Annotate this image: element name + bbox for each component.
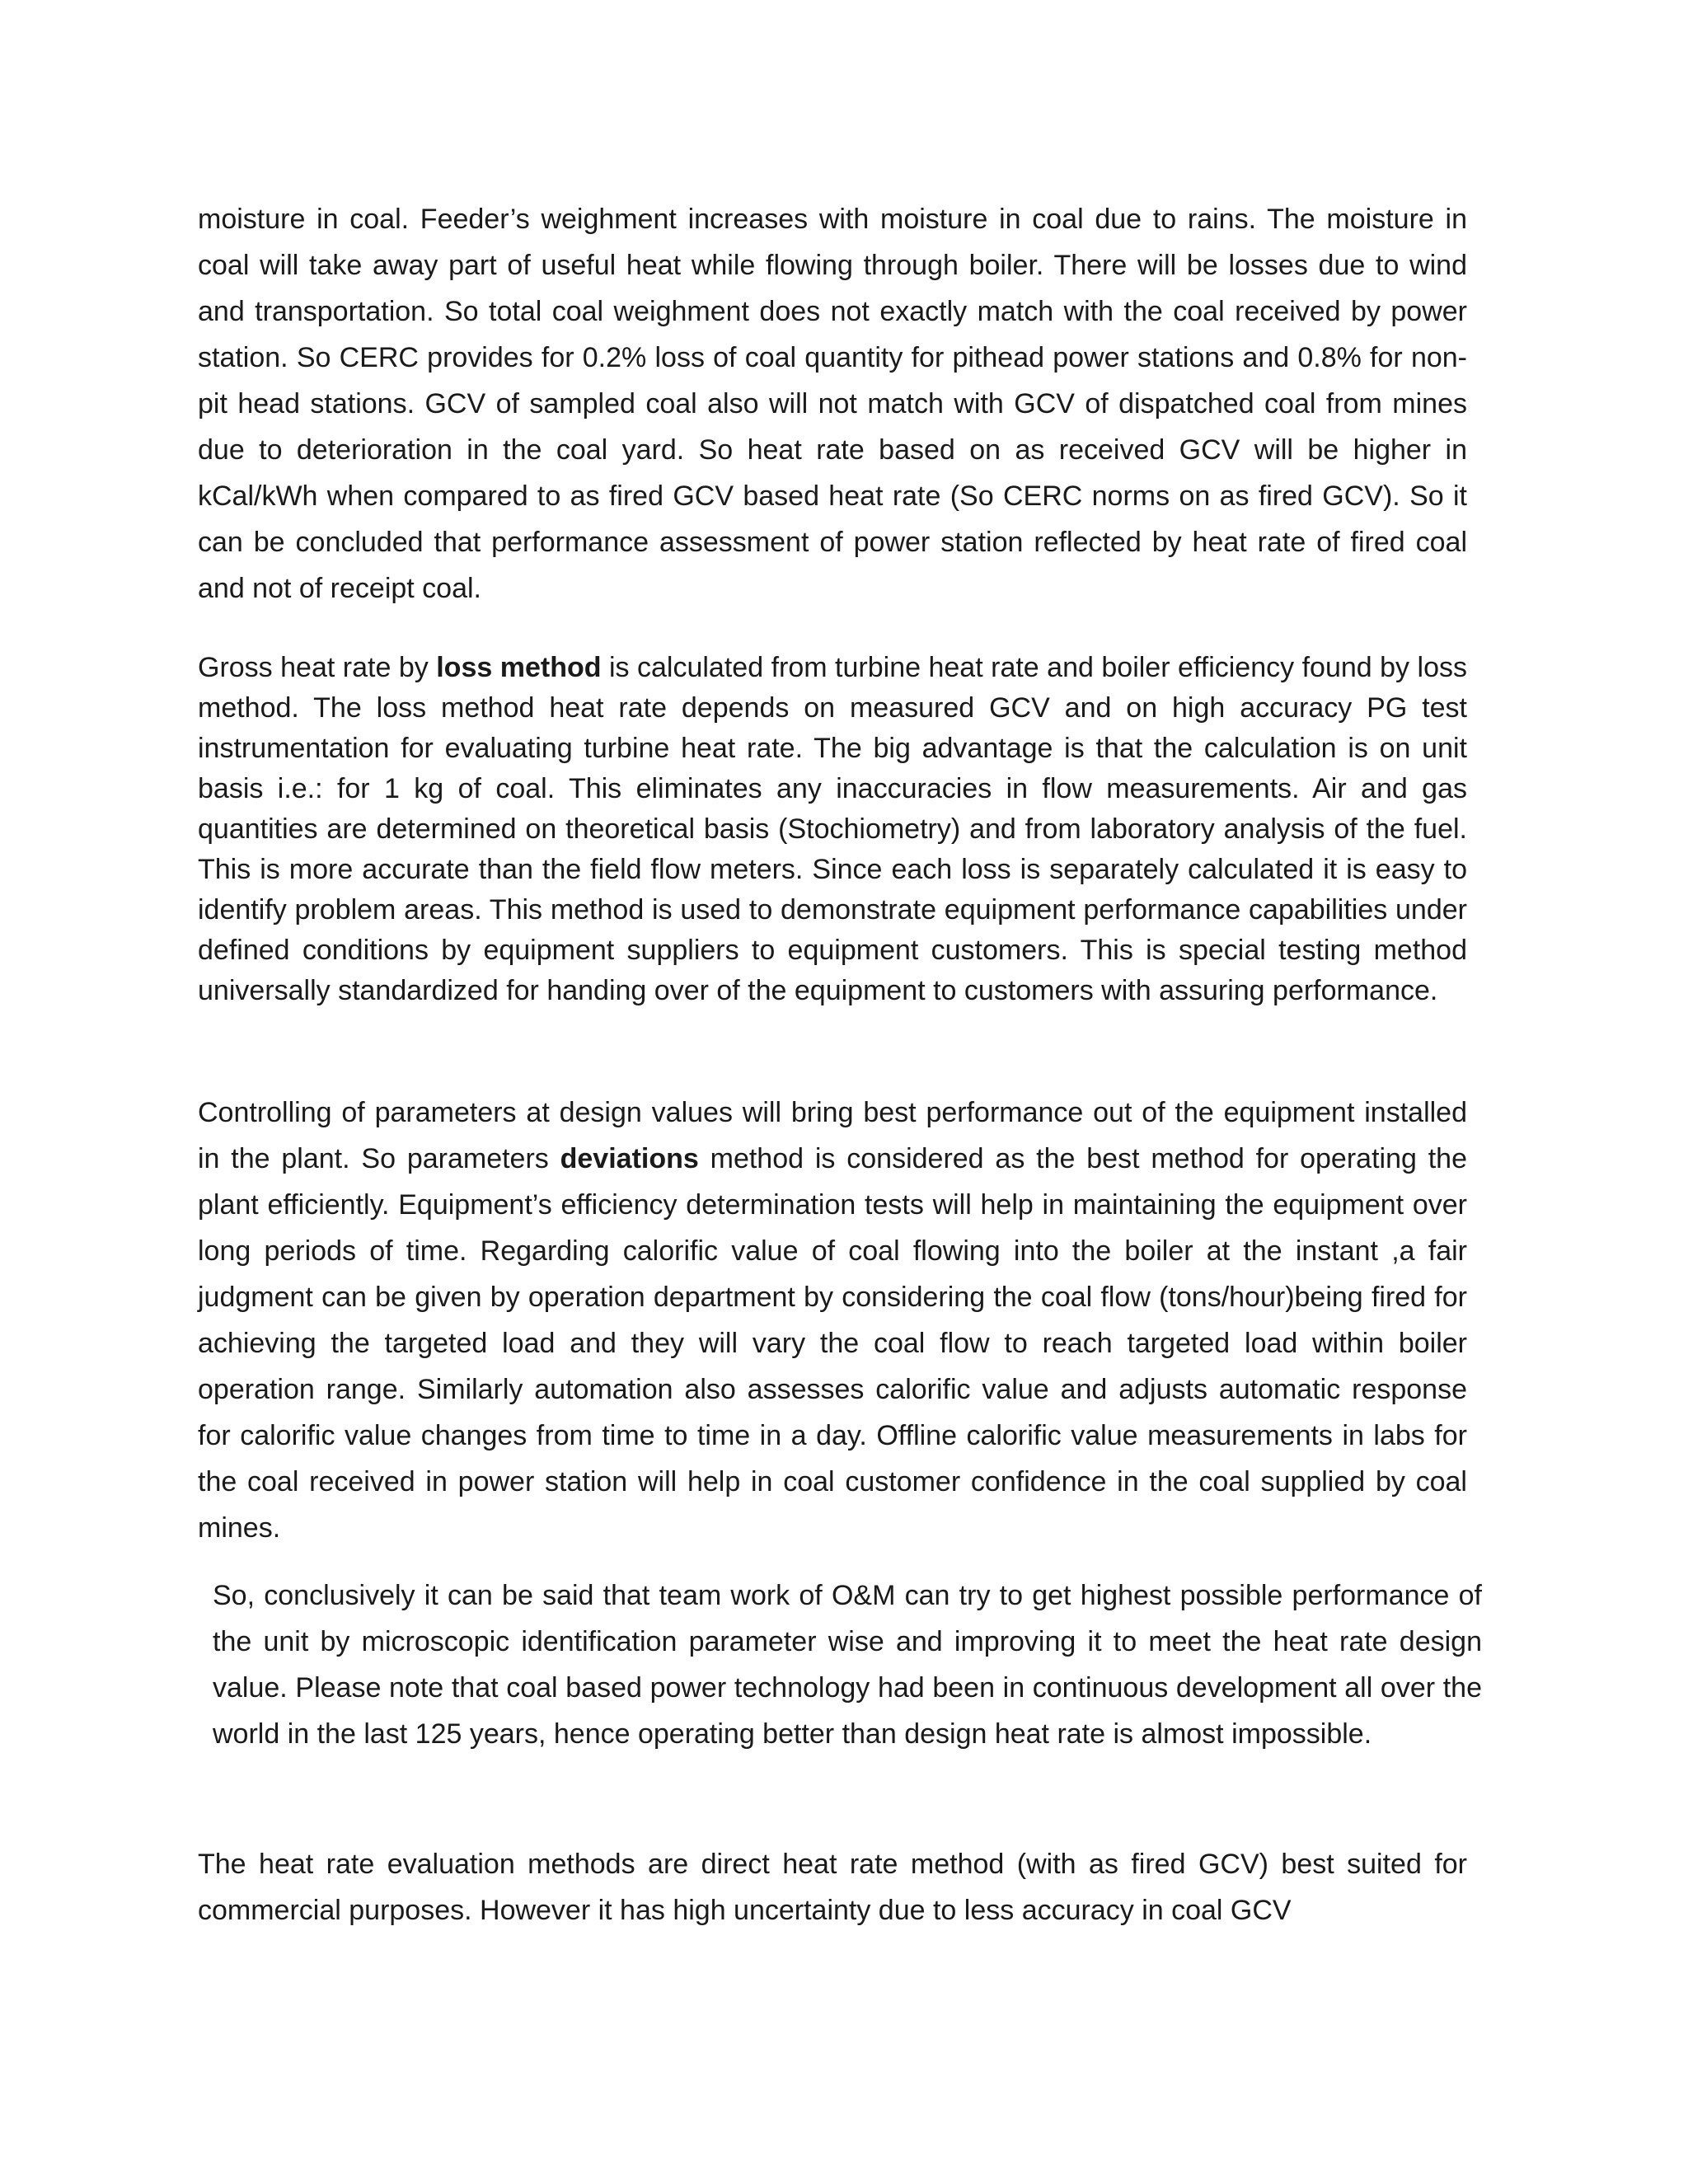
- paragraph-text: is calculated from turbine heat rate and boiler efficiency found by loss method. The loss method heat rate depends on measured GCV and on high accuracy PG test instrumentation for evaluating turbine heat rate. The big advantage is that the calculation is on unit basis i.e.: for 1 kg of coal. This eliminates any inaccuracies in flow measurements. Air and gas quantities are determined on theoretical basis (Stochiometry) and from laboratory analysis of the fuel. This is more accurate than the field flow meters. Since each loss is separately calculated it is easy to identify problem areas. This method is used to demonstrate equipment performance capabilities under defined conditions by equipment suppliers to equipment customers. This is special testing method universally standardized for handing over of the equipment to customers with assuring performance.: [198, 652, 1467, 1006]
- paragraph-conclusion: So, conclusively it can be said that team work of O&M can try to get highest possible performance of the unit by microscopic identification parameter wise and improving it to meet the heat rate design value. Please note that coal based power technology had been in continuous development all over the world in the last 125 years, hence operating better than design heat rate is almost impossible.: [213, 1580, 1482, 1750]
- paragraph-text: Gross heat rate by: [198, 652, 437, 683]
- bold-term-loss-method: loss method: [436, 652, 602, 683]
- paragraph-deviations-method: [198, 1090, 1467, 1551]
- paragraph-loss-method: [198, 648, 1467, 1011]
- paragraph-coal-moisture: moisture in coal. Feeder’s weighment increases with moisture in coal due to rains. The moisture in coal will take away part of useful heat while flowing through boiler. There will be losses due to wind and transportation. So total coal weighment does not exactly match with the coal received by power station. So CERC provides for 0.2% loss of coal quantity for pithead power stations and 0.8% for non-pit head stations. GCV of sampled coal also will not match with GCV of dispatched coal from mines due to deterioration in the coal yard. So heat rate based on as received GCV will be higher in kCal/kWh when compared to as fired GCV based heat rate (So CERC norms on as fired GCV). So it can be concluded that performance assessment of power station reflected by heat rate of fired coal and not of receipt coal.: [198, 204, 1467, 604]
- paragraph-text: method is considered as the best method for operating the plant efficiently. Equipment’s efficiency determination tests will help in maintaining the equipment over long periods of time. Regarding calorific value of coal flowing into the boiler at the instant ,a fair judgment can be given by operation department by considering the coal flow (tons/hour)being fired for achieving the targeted load and they will vary the coal flow to reach targeted load within boiler operation range. Similarly automation also assesses calorific value and adjusts automatic response for calorific value changes from time to time in a day. Offline calorific value measurements in labs for the coal received in power station will help in coal customer confidence in the coal supplied by coal mines.: [198, 1143, 1467, 1544]
- paragraph-text: Controlling of parameters at design values will bring best performance out of the equipment installed in the plant. So parameters: [198, 1097, 1467, 1174]
- paragraph-evaluation-methods: The heat rate evaluation methods are direct heat rate method (with as fired GCV) best suited for commercial purposes. However it has high uncertainty due to less accuracy in coal GCV: [198, 1849, 1467, 1926]
- bold-term-deviations: deviations: [560, 1143, 699, 1174]
